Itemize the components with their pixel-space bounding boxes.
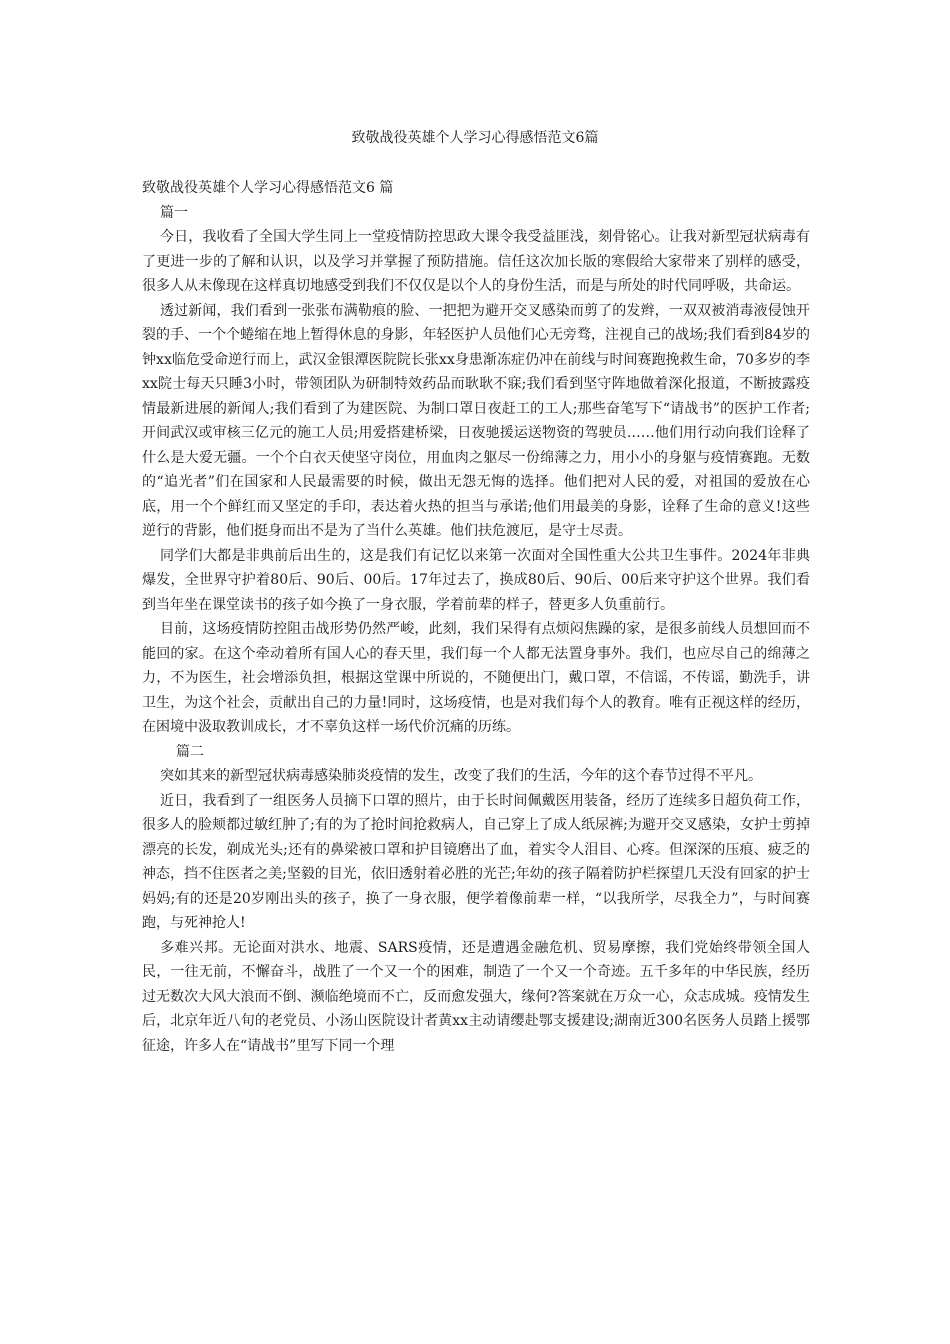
document-subtitle: 致敬战役英雄个人学习心得感悟范文6 篇 <box>142 180 394 196</box>
section-heading-1: 篇一 <box>160 204 188 221</box>
paragraph: 近日，我看到了一组医务人员摘下口罩的照片，由于长时间佩戴医用装备，经历了连续多日超负荷工作，很多人的脸颊都过敏红肿了;有的为了抢时间抢救病人，自己穿上了成人纸尿裤;为避开交叉感染，女护士剪掉漂亮的长发，剃成光头;还有的鼻梁被口罩和护目镜磨出了血，着实令人泪目、心疼。但深深的压痕、疲乏的神态，挡不住医者之美;坚毅的目光，依旧透射着必胜的光芒;年幼的孩子隔着防护栏探望几天没有回家的护士妈妈;有的还是20岁刚出头的孩子，换了一身衣服，便学着像前辈一样，“以我所学，尽我全力”，与时间赛跑，与死神抢人! <box>142 792 810 931</box>
paragraph: 目前，这场疫情防控阻击战形势仍然严峻，此刻，我们呆得有点烦闷焦躁的家，是很多前线人员想回而不能回的家。在这个牵动着所有国人心的春天里，我们每一个人都无法置身事外。我们，也应尽自己的绵薄之力，不为医生，社会增添负担，根据这堂课中所说的，不随便出门，戴口罩，不信谣，不传谣，勤洗手，讲卫生，为这个社会，贡献出自己的力量!同时，这场疫情，也是对我们每个人的教育。唯有正视这样的经历，在困境中汲取教训成长，才不辜负这样一场代价沉痛的历练。 <box>142 621 810 735</box>
paragraph: 透过新闻，我们看到一张张布满勒痕的脸、一把把为避开交叉感染而剪了的发辫，一双双被消毒液侵蚀开裂的手、一个个蜷缩在地上暂得休息的身影，年轻医护人员他们心无旁骛，注视自己的战场;我们看到84岁的钟xx临危受命逆行而上，武汉金银潭医院院长张xx身患渐冻症仍冲在前线与时间赛跑挽救生命，70多岁的李xx院士每天只睡3小时，带领团队为研制特效药品而耿耿不寐;我们看到坚守阵地做着深化报道，不断披露疫情最新进展的新闻人;我们看到了为建医院、为制口罩日夜赶工的工人;那些奋笔写下“请战书”的医护工作者;开间武汉或审核三亿元的施工人员;用爱搭建桥梁，日夜驰援运送物资的驾驶员……他们用行动向我们诠释了什么是大爱无疆。一个个白衣天使坚守岗位，用血肉之躯尽一份绵薄之力，用小小的身躯与疫情赛跑。无数的“追光者”们在国家和人民最需要的时候，做出无怨无悔的选择。他们把对人民的爱，对祖国的爱放在心底，用一个个鲜红而又坚定的手印，表达着火热的担当与承诺;他们用最美的身影，诠释了生命的意义!这些逆行的背影，他们挺身而出不是为了当什么英雄。他们扶危渡厄，是守士尽责。 <box>142 302 810 539</box>
document-title: 致敬战役英雄个人学习心得感悟范文6篇 <box>351 130 599 146</box>
paragraph: 同学们大都是非典前后出生的，这是我们有记忆以来第一次面对全国性重大公共卫生事件。2024年非典爆发，全世界守护着80后、90后、00后。17年过去了，换成80后、90后、00后来守护这个世界。我们看到当年坐在课堂读书的孩子如今换了一身衣服，学着前辈的样子，替更多人负重前行。 <box>142 547 810 613</box>
paragraph: 今日，我收看了全国大学生同上一堂疫情防控思政大课令我受益匪浅，刻骨铭心。让我对新型冠状病毒有了更进一步的了解和认识，以及学习并掌握了预防措施。信任这次加长版的寒假给大家带来了别样的感受，很多人从未像现在这样真切地感受到我们不仅仅是以个人的身份生活，而是与所处的时代同呼吸，共命运。 <box>142 229 810 294</box>
paragraph: 突如其来的新型冠状病毒感染肺炎疫情的发生，改变了我们的生活，今年的这个春节过得不平凡。 <box>160 768 762 784</box>
document-body <box>142 176 810 1058</box>
paragraph: 多难兴邦。无论面对洪水、地震、SARS疫情，还是遭遇金融危机、贸易摩擦，我们党始终带领全国人民，一往无前，不懈奋斗，战胜了一个又一个的困难，制造了一个又一个奇迹。五千多年的中华民族，经历过无数次大风大浪而不倒、濒临绝境而不亡，反而愈发强大，缘何?答案就在万众一心，众志成城。疫情发生后，北京年近八旬的老党员、小汤山医院设计者黄xx主动请缨赴鄂支援建设;湖南近300名医务人员踏上援鄂征途，许多人在“请战书”里写下同一个理 <box>142 939 810 1054</box>
section-heading-2: 篇二 <box>176 743 204 760</box>
